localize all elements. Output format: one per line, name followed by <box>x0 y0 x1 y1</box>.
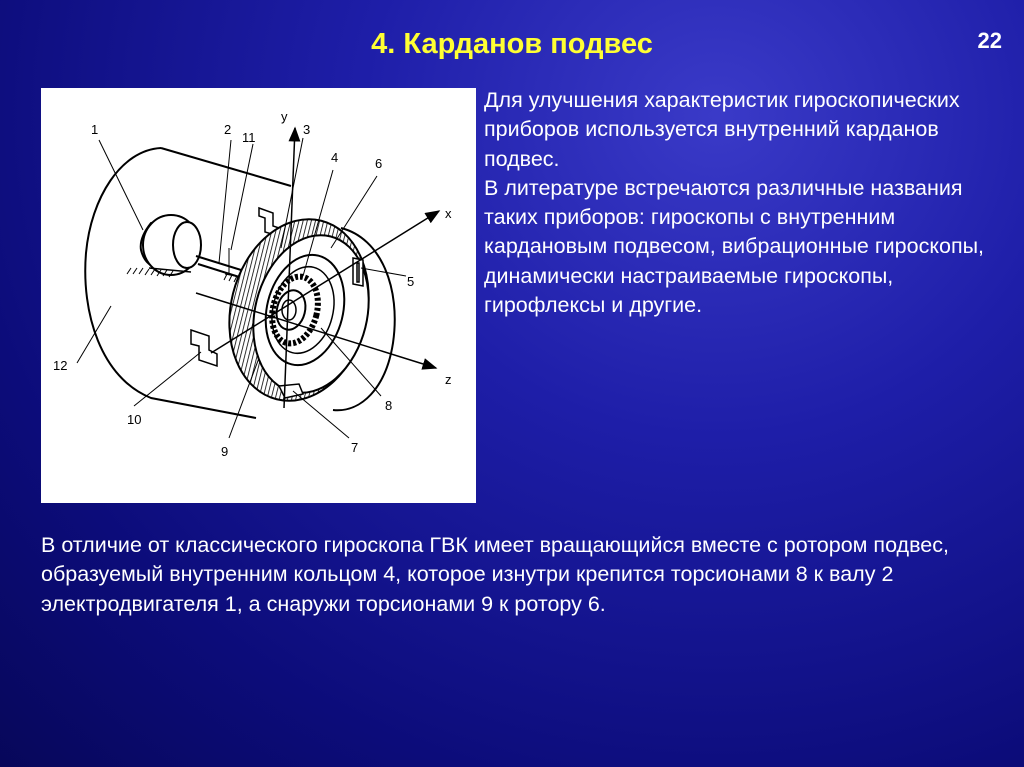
label-3: 3 <box>303 122 311 137</box>
gimbal-drawing <box>41 88 476 503</box>
label-8: 8 <box>385 398 393 413</box>
slide-number: 22 <box>977 28 1002 53</box>
side-paragraph-2: В литературе встречаются различные названия таких приборов: гироскопы с внутренним кардановым подвесом, вибрационные гироскопы, динамически настраиваемые гироскопы, гирофлексы и другие. <box>484 175 985 318</box>
label-11: 11 <box>242 130 256 145</box>
label-y: y <box>281 109 288 124</box>
rotor-disc <box>211 204 395 415</box>
label-10: 10 <box>127 412 142 427</box>
slide-title: 4. Карданов подвес <box>371 28 653 60</box>
label-12: 12 <box>53 358 68 373</box>
bottom-paragraph: В отличие от классического гироскопа ГВК имеет вращающийся вместе с ротором подвес, образуемый внутренним кольцом 4, которое изнутри крепится торсионами 8 к валу 2 электродвигателя 1, а снаружи торсионами 9 к ротору 6. <box>41 533 949 616</box>
side-text-block <box>484 86 1009 320</box>
label-z: z <box>445 372 452 387</box>
bottom-text-block <box>41 531 1001 619</box>
label-7: 7 <box>351 440 359 455</box>
side-paragraph-1: Для улучшения характеристик гироскопических приборов используется внутренний карданов подвес. <box>484 88 960 171</box>
label-4: 4 <box>331 150 339 165</box>
label-6: 6 <box>375 156 383 171</box>
label-2: 2 <box>224 122 232 137</box>
label-1: 1 <box>91 122 99 137</box>
gimbal-diagram <box>41 88 476 503</box>
label-9: 9 <box>221 444 229 459</box>
label-x: x <box>445 206 452 221</box>
motor <box>127 215 201 277</box>
label-5: 5 <box>407 274 415 289</box>
